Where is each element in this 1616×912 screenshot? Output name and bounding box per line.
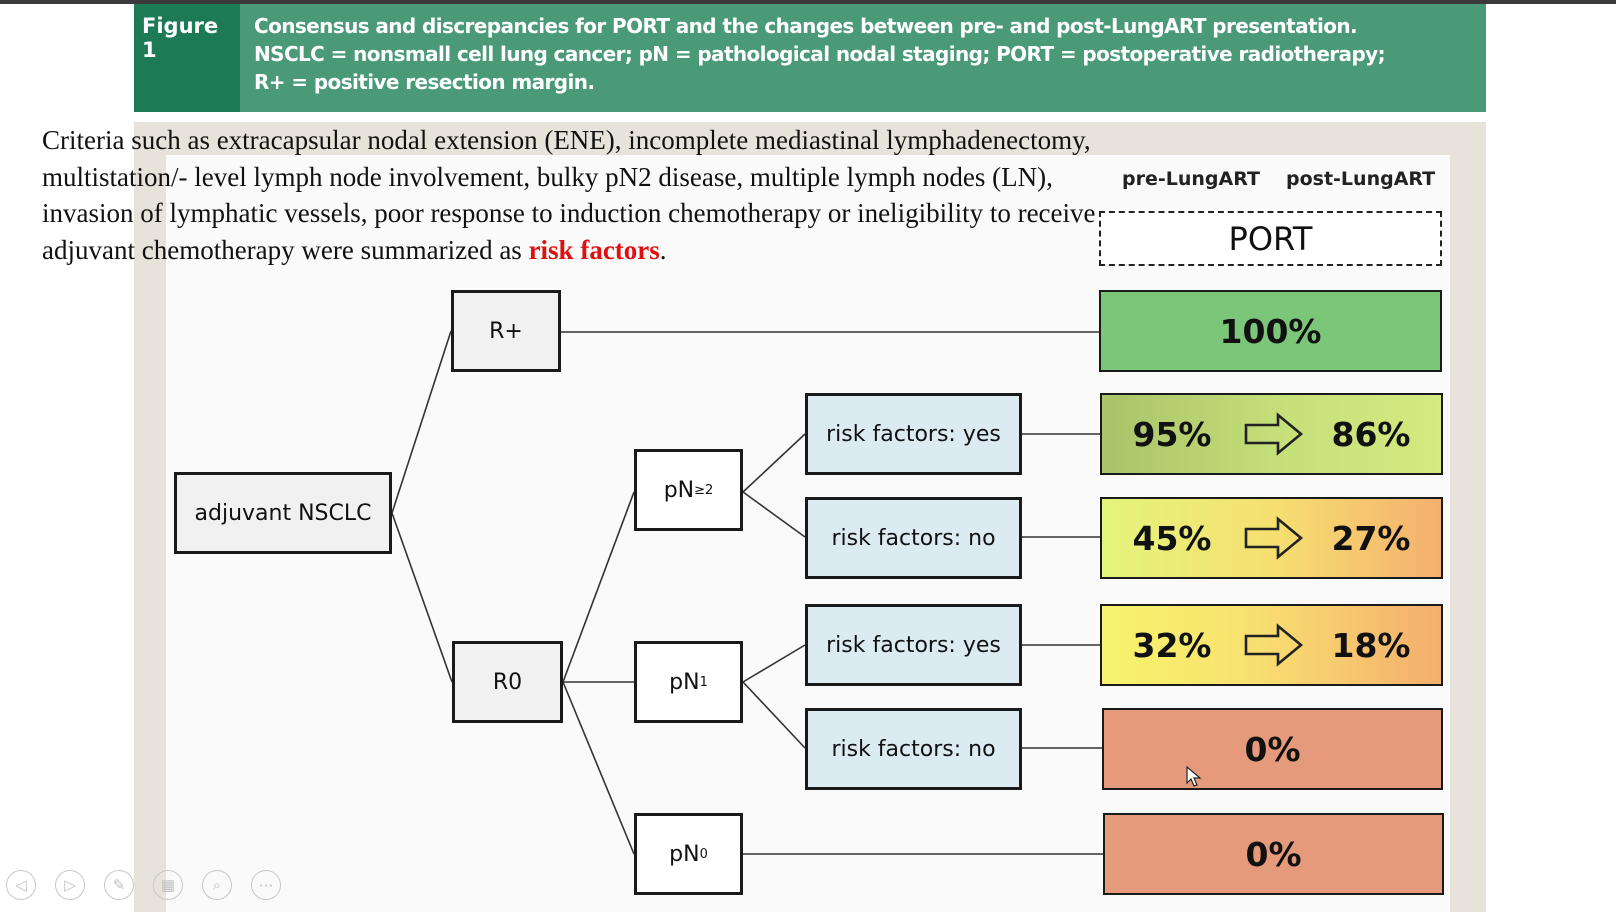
post-value: 86% <box>1331 414 1411 454</box>
pn2-sub: ≥2 <box>694 482 714 498</box>
post-value: 18% <box>1331 625 1411 665</box>
arrow-right-icon <box>1244 623 1304 667</box>
node-pn2-risk-no: risk factors: no <box>805 497 1022 579</box>
node-pn2 <box>634 449 743 531</box>
node-pn0 <box>634 813 743 895</box>
port-header: PORT <box>1099 211 1442 266</box>
result-r-plus: 100% <box>1099 290 1442 372</box>
previous-slide-button[interactable]: ◁ <box>6 870 36 900</box>
result-pn1-risk-no: 0% <box>1102 708 1443 790</box>
node-pn1-risk-yes: risk factors: yes <box>805 604 1022 686</box>
arrow-right-icon <box>1244 516 1304 560</box>
definition-text: Criteria such as extracapsular nodal extension (ENE), incomplete mediastinal lymphadenectomy, multistation/- level lymph node involvement, bulky pN2 disease, multiple lymph nodes (LN), invasion of lymphatic vessels, poor response to induction chemotherapy or ineligibility to receive adjuvant chemotherapy were summarized as <box>42 125 1096 265</box>
node-r-plus: R+ <box>451 290 561 372</box>
mouse-cursor-icon <box>1186 766 1202 788</box>
pn0-base: pN <box>669 841 700 867</box>
node-pn2-risk-yes: risk factors: yes <box>805 393 1022 475</box>
pen-tool-button[interactable]: ✎ <box>104 870 134 900</box>
more-options-button[interactable]: ⋯ <box>251 870 281 900</box>
risk-factor-definition <box>42 122 1102 268</box>
pre-value: 32% <box>1132 625 1212 665</box>
node-r0: R0 <box>452 641 563 723</box>
pre-value: 95% <box>1132 414 1212 454</box>
arrow-right-icon <box>1244 412 1304 456</box>
post-value: 27% <box>1331 518 1411 558</box>
pn0-sub: 0 <box>699 846 708 862</box>
slides-grid-button[interactable]: ▦ <box>153 870 183 900</box>
result-pn2-risk-yes <box>1100 393 1443 475</box>
next-slide-button[interactable]: ▷ <box>55 870 85 900</box>
node-adjuvant-nsclc: adjuvant NSCLC <box>174 472 392 554</box>
caption-line-3: R+ = positive resection margin. <box>254 70 595 94</box>
definition-end: . <box>659 234 667 265</box>
pre-value: 45% <box>1132 518 1212 558</box>
figure-label: Figure 1 <box>134 4 240 112</box>
zoom-button[interactable]: ⌕ <box>202 870 232 900</box>
caption-line-2: NSCLC = nonsmall cell lung cancer; pN = pathological nodal staging; PORT = postoperative radiotherapy; <box>254 42 1385 66</box>
result-pn2-risk-no <box>1100 497 1443 579</box>
result-pn0: 0% <box>1103 813 1444 895</box>
caption-line-1: Consensus and discrepancies for PORT and the changes between pre- and post-LungART presentation. <box>254 14 1358 38</box>
column-post-lungart: post-LungART <box>1286 168 1436 190</box>
pn2-base: pN <box>663 477 695 503</box>
node-pn1 <box>634 641 743 723</box>
result-pn1-risk-yes <box>1100 604 1443 686</box>
pn1-base: pN <box>669 669 700 695</box>
pn1-sub: 1 <box>699 674 708 690</box>
risk-factors-highlight: risk factors <box>528 234 660 265</box>
column-pre-lungart: pre-LungART <box>1122 168 1260 190</box>
node-pn1-risk-no: risk factors: no <box>805 708 1022 790</box>
